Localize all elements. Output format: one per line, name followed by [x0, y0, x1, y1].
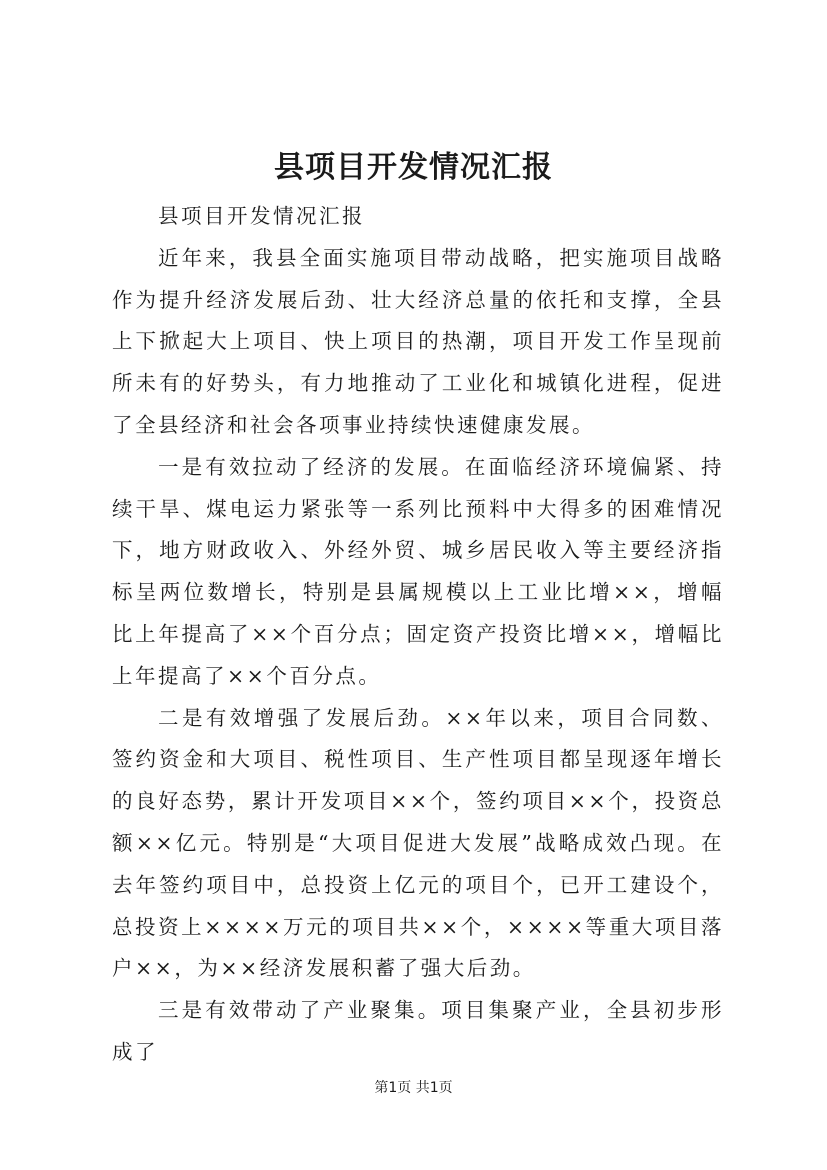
page-footer [0, 1078, 827, 1098]
paragraph-point-two: 二是有效增强了发展后劲。××年以来，项目合同数、签约资金和大项目、税性项目、生产性项目都呈现逐年增长的良好态势，累计开发项目××个，签约项目××个，投资总额××亿元。特别是“大项目促进大发展”战略成效凸现。在去年签约项目中，总投资上亿元的项目个，已开工建设个，总投资上××××万元的项目共××个，××××等重大项目落户××，为××经济发展积蓄了强大后劲。 [112, 705, 724, 981]
paragraph-point-three: 三是有效带动了产业聚集。项目集聚产业，全县初步形成了 [112, 998, 724, 1064]
paragraph-point-one: 一是有效拉动了经济的发展。在面临经济环境偏紧、持续干旱、煤电运力紧张等一系列比预料中大得多的困难情况下，地方财政收入、外经外贸、城乡居民收入等主要经济指标呈两位数增长，特别是县属规模以上工业比增××，增幅比上年提高了××个百分点；固定资产投资比增××，增幅比上年提高了××个百分点。 [112, 454, 724, 688]
document-title: 县项目开发情况汇报 [274, 150, 553, 185]
paragraph-intro: 近年来，我县全面实施项目带动战略，把实施项目战略作为提升经济发展后劲、壮大经济总量的依托和支撑，全县上下掀起大上项目、快上项目的热潮，项目开发工作呈现前所未有的好势头，有力地推动了工业化和城镇化进程，促进了全县经济和社会各项事业持续快速健康发展。 [112, 245, 724, 437]
page-number: 第1页 共1页 [374, 1080, 453, 1096]
paragraph-subtitle: 县项目开发情况汇报 [158, 204, 365, 228]
document-body [112, 196, 724, 1074]
